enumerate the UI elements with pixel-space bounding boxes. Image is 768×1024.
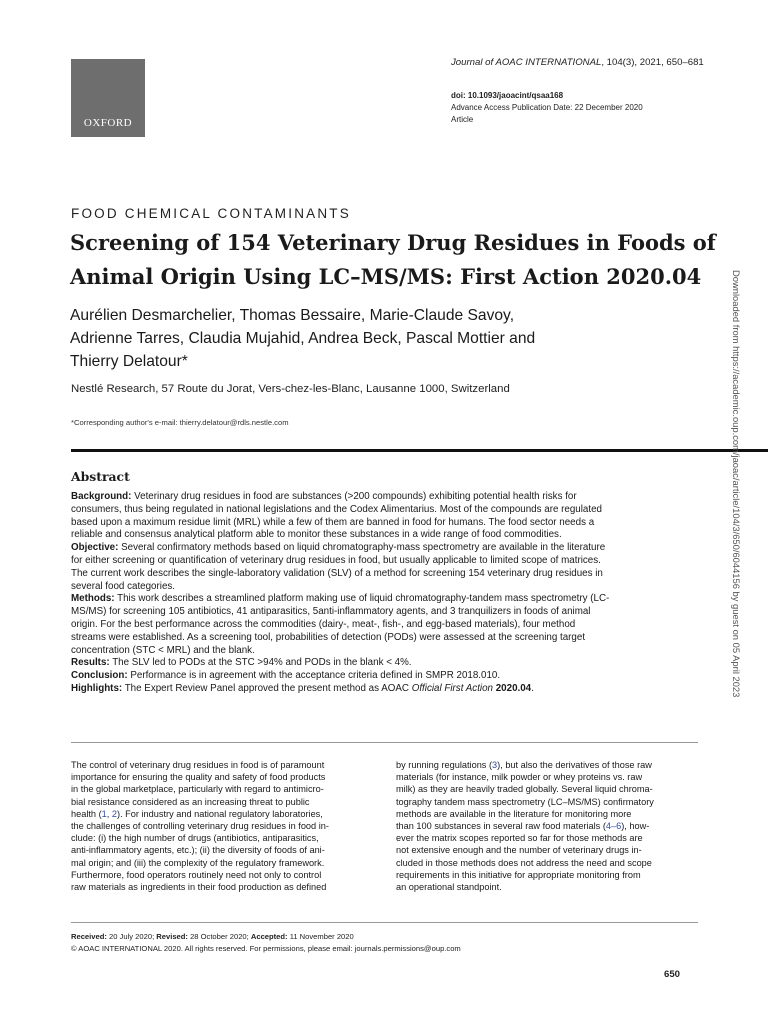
affiliation: Nestlé Research, 57 Route du Jorat, Vers-chez-les-Blanc, Lausanne 1000, Switzerland <box>71 383 510 395</box>
abstract-line: streams were established. As a screening tool, probabilities of detection (PODs) were assessed at the screening target <box>71 631 586 643</box>
title-line: Screening of 154 Veterinary Drug Residues in Foods of <box>70 230 716 255</box>
title-line: Animal Origin Using LC–MS/MS: First Action 2020.04 <box>70 264 702 289</box>
body-line: cluded in those methods does not address the need and scope <box>396 857 652 868</box>
body-line: clude: (i) the high number of drugs (antibiotics, antiparasitics, <box>71 833 319 844</box>
body-line: by running regulations (3), but also the derivatives of those raw <box>396 760 652 770</box>
citation-link-4-6[interactable]: 4–6 <box>605 821 622 832</box>
conclusion-label: Conclusion: <box>71 670 128 682</box>
body-line: methods are available in the literature for monitoring more <box>396 808 632 819</box>
official-first-action: Official First Action <box>411 682 493 694</box>
body-line: the challenges of controlling veterinary drug residues in food in- <box>71 821 329 832</box>
body-line: health (1, 2). For industry and national regulatory laboratories, <box>71 808 323 819</box>
page-number: 650 <box>664 969 681 980</box>
author-line: Thierry Delatour* <box>70 353 188 370</box>
journal-volume-pages: , 104(3), 2021, 650–681 <box>601 57 704 68</box>
body-line: importance for ensuring the quality and safety of food products <box>71 772 326 783</box>
abstract-line: reliable and consensus analytical platform able to monitor these substances in a wide range of food commodities. <box>71 529 562 541</box>
article-history: Received: 20 July 2020; Revised: 28 October 2020; Accepted: 11 November 2020 <box>71 932 354 941</box>
author-list <box>70 304 630 373</box>
abstract-line: several food categories. <box>71 580 176 592</box>
publisher-logo <box>71 59 145 137</box>
abstract-line: for either screening or quantification of veterinary drug residues in food, but usually applicable to limited scope of matrices. <box>71 554 601 566</box>
methods-label: Methods: <box>71 593 115 605</box>
citation-link-3[interactable]: 3 <box>492 760 498 770</box>
citation-link-1[interactable]: 1 <box>101 808 107 819</box>
body-column-right <box>396 759 702 893</box>
body-line: ever the matrix scopes reported so far for those methods are <box>396 833 643 844</box>
background-label: Background: <box>71 491 132 502</box>
journal-citation <box>451 57 704 68</box>
body-line: tography tandem mass spectrometry (LC–MS/MS) confirmatory <box>396 796 654 807</box>
abstract-line: concentration (STC < MRL) and the blank. <box>71 644 255 656</box>
author-line: Aurélien Desmarchelier, Thomas Bessaire, Marie-Claude Savoy, <box>70 307 515 324</box>
publisher-logo-text: OXFORD <box>83 117 133 129</box>
body-line: Furthermore, food operators routinely need not only to control <box>71 869 322 880</box>
abstract-line: origin. For the best performance across the commodities (dairy-, meat-, fish-, and egg-based materials), four method <box>71 618 576 630</box>
abstract-line: Highlights: The Expert Review Panel approved the present method as AOAC Official First Action 2020.04. <box>71 682 534 694</box>
section-divider <box>71 449 768 452</box>
body-line: than 100 substances in several raw food materials (4–6), how- <box>396 821 650 832</box>
body-line: requirements in this initiative for appropriate monitoring from <box>396 869 641 880</box>
copyright-notice: © AOAC INTERNATIONAL 2020. All rights reserved. For permissions, please email: journals.permissions@oup.com <box>71 944 461 953</box>
body-line: an operational standpoint. <box>396 882 502 893</box>
body-line: raw materials as ingredients in their food production as defined <box>71 882 327 893</box>
article-type: Article <box>451 115 474 124</box>
results-label: Results: <box>71 657 110 669</box>
download-watermark: Downloaded from https://academic.oup.com/jaoac/article/104/3/650/6044156 by guest on 05 April 2023 <box>731 270 742 698</box>
highlights-label: Highlights: <box>71 682 123 694</box>
advance-access-date: Advance Access Publication Date: 22 December 2020 <box>451 103 643 112</box>
abstract-line: The current work describes the single-laboratory validation (SLV) of a method for screening 154 veterinary drug residues in <box>71 567 603 579</box>
body-line: mal origin; and (iii) the complexity of the regulatory framework. <box>71 857 325 868</box>
body-line: anti-inflammatory agents, etc.); (ii) the diversity of foods of ani- <box>71 845 325 856</box>
abstract-line: consumers, thus being regulated in national legislations and the Codex Alimentarius. Most of the compounds are regulated <box>71 503 602 515</box>
corresponding-author-email[interactable]: *Corresponding author's e-mail: thierry.delatour@rdls.nestle.com <box>71 418 289 427</box>
body-line: bial resistance considered as an increasing threat to public <box>71 796 310 807</box>
abstract-heading: Abstract <box>71 469 130 484</box>
section-label: FOOD CHEMICAL CONTAMINANTS <box>71 206 351 221</box>
author-line: Adrienne Tarres, Claudia Mujahid, Andrea Beck, Pascal Mottier and <box>70 330 536 347</box>
abstract-line: Results: The SLV led to PODs at the STC >94% and PODs in the blank < 4%. <box>71 657 412 669</box>
body-line: The control of veterinary drug residues in food is of paramount <box>71 760 325 770</box>
body-column-left <box>71 759 377 893</box>
objective-label: Objective: <box>71 542 119 554</box>
abstract-line: MS/MS) for screening 105 antibiotics, 41 antiparasitics, 5anti-inflammatory agents, and 3 tranquilizers in foods of animal <box>71 606 591 618</box>
journal-name: Journal of AOAC INTERNATIONAL <box>451 57 602 68</box>
abstract-line: based upon a maximum residue limit (MRL) while a few of them are banned in food for humans. The food sector needs a <box>71 516 595 528</box>
abstract-line: Methods: This work describes a streamlined platform making use of liquid chromatography-tandem mass spectrometry (LC- <box>71 593 610 605</box>
citation-link-2[interactable]: 2 <box>111 808 118 819</box>
body-line: materials (for instance, milk powder or whey proteins vs. raw <box>396 772 643 783</box>
article-title <box>70 226 716 294</box>
abstract-line: Objective: Several confirmatory methods based on liquid chromatography-mass spectrometry are available in the literature <box>71 542 606 554</box>
abstract-line: Background: Veterinary drug residues in food are substances (>200 compounds) exhibiting potential health risks for <box>71 491 577 502</box>
abstract-line: Conclusion: Performance is in agreement with the acceptance criteria defined in SMPR 2018.010. <box>71 670 501 682</box>
body-line: not extensive enough and the number of veterinary drugs in- <box>396 845 642 856</box>
footer-divider <box>71 922 698 923</box>
article-meta <box>451 90 643 126</box>
body-line: in the global marketplace, particularly with regard to antimicro- <box>71 784 324 795</box>
body-line: milk) as they are heavily traded globally. Several liquid chroma- <box>396 784 653 795</box>
doi-link[interactable]: doi: 10.1093/jaoacint/qsaa168 <box>451 91 564 100</box>
abstract-divider <box>71 742 698 743</box>
abstract-body <box>71 491 701 696</box>
